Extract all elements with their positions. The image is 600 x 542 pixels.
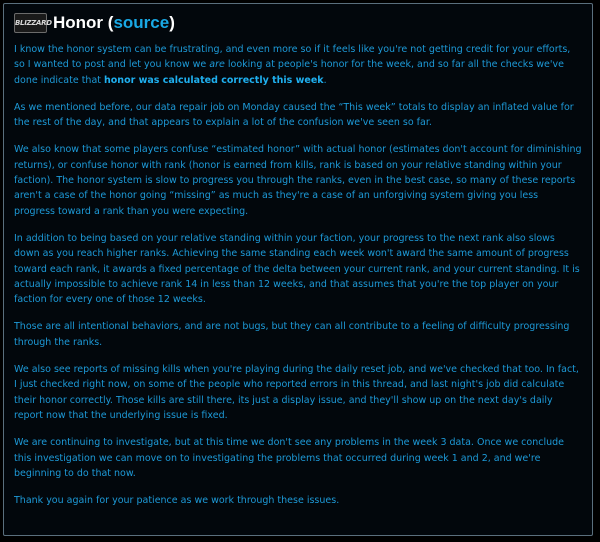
source-link[interactable]: source	[113, 13, 170, 32]
post-title-text: Honor	[53, 13, 104, 32]
paragraph-1-bold: honor was calculated correctly this week	[104, 74, 324, 86]
blizzard-logo: BLIZZARD	[14, 13, 47, 33]
honor-post	[3, 3, 593, 536]
paragraph-6: We also see reports of missing kills when you're playing during the daily reset job, and we've checked that too. In fact, I just checked right now, on some of the people who reported errors in this thread, and last night's job did calculate their honor correctly. Those kills are still there, its just a display issue, and they'll show up on the next day's daily report now that the underlying issue is fixed.	[14, 364, 579, 421]
post-header	[14, 12, 582, 34]
paragraph-5: Those are all intentional behaviors, and are not bugs, but they can all contribute to a feeling of difficulty progressing through the ranks.	[14, 321, 570, 348]
paragraph-2: As we mentioned before, our data repair job on Monday caused the “This week” totals to display an inflated value for the rest of the day, and that appears to explain a lot of the confusion we've seen so far.	[14, 101, 574, 129]
paragraph-8: Thank you again for your patience as we work through these issues.	[14, 495, 340, 507]
post-body	[14, 42, 582, 508]
post-title	[53, 13, 175, 33]
source-paren-open: (	[103, 13, 114, 32]
paragraph-3: We also know that some players confuse “estimated honor” with actual honor (estimates don't account for diminishing returns), or confuse honor with rank (honor is earned from kills, rank is based on your relative standing within your faction). The honor system is slow to progress you through the ranks, even in the best case, so many of these reports aren't a case of the honor going “missing” as much as they're a case of an unforgiving system giving you less progress toward a rank than you were expecting.	[14, 144, 582, 217]
paragraph-7: We are continuing to investigate, but at this time we don't see any problems in the week 3 data. Once we conclude this investigation we can move on to investigating the problems that occurred during week 1 and 2, and we're beginning to do that now.	[14, 437, 564, 479]
paragraph-1	[14, 42, 582, 88]
paragraph-4: In addition to being based on your relative standing within your faction, your progress to the next rank also slows down as you reach higher ranks. Achieving the same standing each week won't award the same amount of progress toward each rank, it awards a fixed percentage of the delta between your current rank, and your current standing. It is actually impossible to achieve rank 14 in less than 12 weeks, and that assumes that you're the top player on your faction for every one of those 12 weeks.	[14, 232, 580, 306]
paragraph-1-part-c: looking at people's honor for the week, and so far all the checks we've done indicate that	[14, 59, 564, 86]
source-paren-close: )	[169, 13, 175, 32]
paragraph-1-emphasis: are	[209, 59, 225, 71]
paragraph-1-part-e: .	[323, 74, 327, 86]
paragraph-1-part-a: I know the honor system can be frustrating, and even more so if it feels like you're not getting credit for your efforts, so I wanted to post and let you know we	[14, 44, 571, 71]
